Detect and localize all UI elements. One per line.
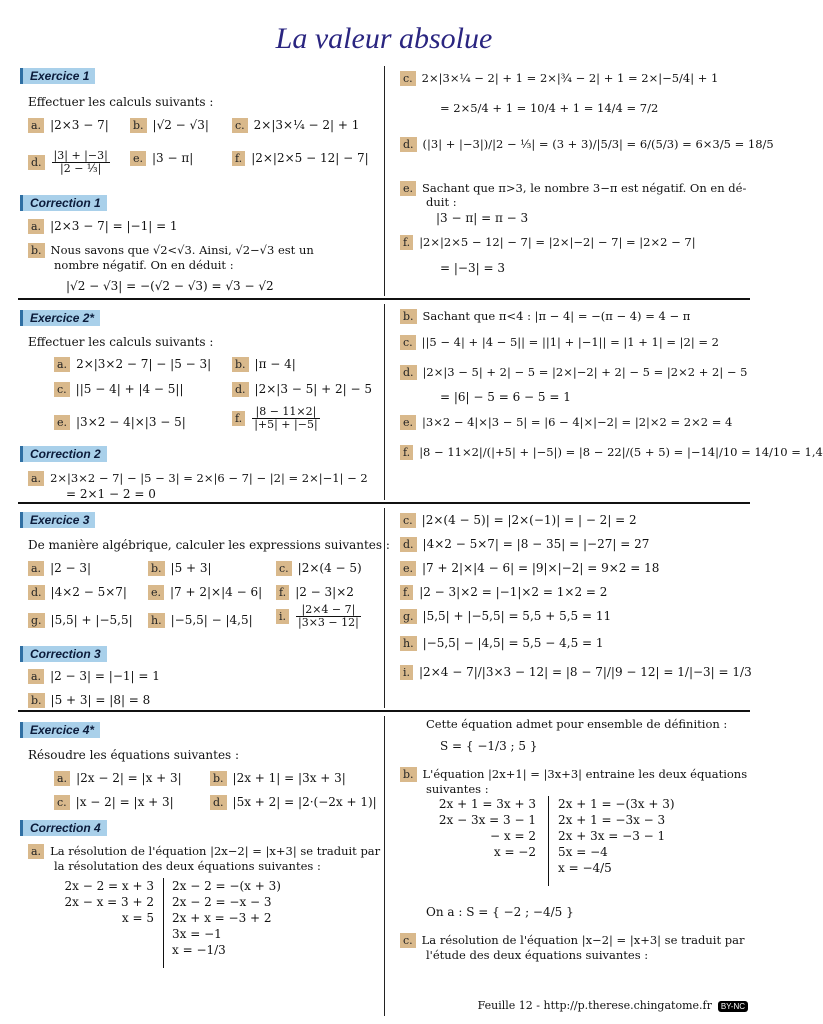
ex1-cor-b: b. Nous savons que √2<√3. Ainsi, √2−√3 est un [28,242,314,258]
ex1-cor-c: c. 2×|3×¼ − 2| + 1 = 2×|¾ − 2| + 1 = 2×|−5/4| + 1 [400,70,718,86]
ex2-cor-d: d. |2×|3 − 5| + 2| − 5 = |2×|−2| + 2| − 5 = |2×2 + 2| − 5 [400,364,747,380]
ex3-cor-f: f. |2 − 3|×2 = |−1|×2 = 1×2 = 2 [400,584,607,600]
ex3-cor-d: d. |4×2 − 5×7| = |8 − 35| = |−27| = 27 [400,536,649,552]
exercise-4-tag: Exercice 4* [20,722,100,738]
ex4-cor-b: b. L'équation |2x+1| = |3x+3| entraine les deux équations [400,766,747,782]
ex1-item-a: a. |2×3 − 7| [28,117,109,133]
exercise-1-intro: Effectuer les calculs suivants : [28,95,214,109]
ex3-cor-e: e. |7 + 2|×|4 − 6| = |9|×|−2| = 9×2 = 18 [400,560,659,576]
footer-text: Feuille 12 - http://p.therese.chingatome.fr [477,999,712,1012]
ex1-cor-c-line2: = 2×5/4 + 1 = 10/4 + 1 = 14/4 = 7/2 [440,101,659,115]
ex2-cor-a: a. 2×|3×2 − 7| − |5 − 3| = 2×|6 − 7| − |2| = 2×|−1| − 2 [28,470,368,486]
ex3-cor-c: c. |2×(4 − 5)| = |2×(−1)| = | − 2| = 2 [400,512,637,528]
ex4-item-a: a. |2x − 2| = |x + 3| [54,770,182,786]
ex4-set-b: On a : S = { −2 ; −4/5 } [426,905,574,919]
ex4-item-d: d. |5x + 2| = |2·(−2x + 1)| [210,794,377,810]
ex4-a-right-system: 2x − 2 = −(x + 3) 2x − 2 = −x − 3 2x + x = −3 + 2 3x = −1 x = −1/3 [172,879,281,957]
section-divider [18,298,750,300]
ex2-cor-e: e. |3×2 − 4|×|3 − 5| = |6 − 4|×|−2| = |2|×2 = 2×2 = 4 [400,414,732,430]
ex3-item-b: b. |5 + 3| [148,560,212,576]
ex4-item-b: b. |2x + 1| = |3x + 3| [210,770,346,786]
ex2-cor-b: b. Sachant que π<4 : |π − 4| = −(π − 4) = 4 − π [400,308,690,324]
ex1-cor-f-line2: = |−3| = 3 [440,261,505,275]
ex3-cor-g: g. |5,5| + |−5,5| = 5,5 + 5,5 = 11 [400,608,611,624]
exercise-4-intro: Résoudre les équations suivantes : [28,748,240,762]
ex1-cor-e-line3: |3 − π| = π − 3 [436,211,529,225]
page-title: La valeur absolue [275,22,493,55]
ex1-cor-d: d. (|3| + |−3|)/|2 − ⅓| = (3 + 3)/|5/3| = 6/(5/3) = 6×3/5 = 18/5 [400,136,774,152]
exercise-1-tag: Exercice 1 [20,68,95,84]
system-separator [548,796,549,886]
ex1-item-f: f. |2×|2×5 − 12| − 7| [232,150,369,166]
section-divider [18,502,750,504]
page-footer [478,999,748,1012]
column-divider [384,304,385,500]
ex2-item-b: b. |π − 4| [232,356,296,372]
ex4-b-right-system: 2x + 1 = −(3x + 3) 2x + 1 = −3x − 3 2x + 3x = −3 − 1 5x = −4 x = −4/5 [558,797,675,875]
ex2-cor-d-line2: = |6| − 5 = 6 − 5 = 1 [440,390,571,404]
ex3-cor-b: b. |5 + 3| = |8| = 8 [28,692,150,708]
ex3-cor-a: a. |2 − 3| = |−1| = 1 [28,668,160,684]
ex3-cor-i: i. |2×4 − 7|/|3×3 − 12| = |8 − 7|/|9 − 12| = 1/|−3| = 1/3 [400,664,752,680]
ex1-cor-a: a. |2×3 − 7| = |−1| = 1 [28,218,178,234]
ex4-cor-a-line2: la résolutation des deux équations suivantes : [54,859,321,873]
ex1-cor-f: f. |2×|2×5 − 12| − 7| = |2×|−2| − 7| = |2×2 − 7| [400,234,696,250]
system-separator [163,878,164,968]
ex3-item-a: a. |2 − 3| [28,560,91,576]
ex3-cor-h: h. |−5,5| − |4,5| = 5,5 − 4,5 = 1 [400,635,604,651]
ex3-item-c: c. |2×(4 − 5) [276,560,362,576]
ex4-a-left-system: 2x − 2 = x + 3 2x − x = 3 + 2 x = 5 [64,879,154,925]
cc-license-badge: BY-NC [718,1001,748,1012]
ex2-item-a: a. 2×|3×2 − 7| − |5 − 3| [54,356,211,372]
ex2-cor-c: c. ||5 − 4| + |4 − 5|| = ||1| + |−1|| = |1 + 1| = |2| = 2 [400,334,719,350]
column-divider [384,716,385,1016]
correction-1-tag: Correction 1 [20,195,107,211]
ex2-item-f: f. $\frac{|8 - 11\times 2|}{|+5| + |-5|}$ [232,406,321,431]
ex4-cor-b-line2: suivantes : [426,782,489,796]
ex2-item-d: d. |2×|3 − 5| + 2| − 5 [232,381,372,397]
ex3-item-h: h. |−5,5| − |4,5| [148,612,253,628]
ex1-cor-b-line2: nombre négatif. On en déduit : [54,258,234,272]
ex2-cor-f: f. |8 − 11×2|/(|+5| + |−5|) = |8 − 22|/(5 + 5) = |−14|/10 = 14/10 = 1,4 [400,444,823,460]
exercise-3-tag: Exercice 3 [20,512,95,528]
ex1-item-c: c. 2×|3×¼ − 2| + 1 [232,117,359,133]
ex4-b-left-system: 2x + 1 = 3x + 3 2x − 3x = 3 − 1 − x = 2 x = −2 [438,797,536,859]
ex3-item-i: i. $\frac{|2\times 4 - 7|}{|3\times 3 - 12|}$ [276,604,362,629]
correction-4-tag: Correction 4 [20,820,107,836]
ex3-item-d: d. |4×2 − 5×7| [28,584,127,600]
ex1-item-b: b. |√2 − √3| [130,117,209,133]
ex4-cor-c-line2: l'étude des deux équations suivantes : [426,948,649,962]
ex1-cor-b-line3: |√2 − √3| = −(√2 − √3) = √3 − √2 [66,279,274,293]
correction-2-tag: Correction 2 [20,446,107,462]
ex3-item-e: e. |7 + 2|×|4 − 6| [148,584,262,600]
exercise-2-tag: Exercice 2* [20,310,100,326]
exercise-2-intro: Effectuer les calculs suivants : [28,335,214,349]
ex4-cor-a: a. La résolution de l'équation |2x−2| = |x+3| se traduit par [28,843,380,859]
ex3-item-f: f. |2 − 3|×2 [276,584,354,600]
ex4-cor-c: c. La résolution de l'équation |x−2| = |x+3| se traduit par [400,932,744,948]
correction-3-tag: Correction 3 [20,646,107,662]
ex1-item-d: d. $\frac{|3| + |-3|}{\text{|2 − ⅓|}}$ [28,150,111,175]
ex4-set-a: S = { −1/3 ; 5 } [440,739,538,753]
ex2-cor-a-line2: = 2×1 − 2 = 0 [66,487,156,501]
ex1-cor-e: e. Sachant que π>3, le nombre 3−π est négatif. On en dé- [400,180,746,196]
ex1-cor-e-line2: duit : [426,195,457,209]
ex2-item-e: e. |3×2 − 4|×|3 − 5| [54,414,186,430]
ex1-item-e: e. |3 − π| [130,150,193,166]
exercise-3-intro: De manière algébrique, calculer les expressions suivantes : [28,538,390,552]
ex3-item-g: g. |5,5| + |−5,5| [28,612,133,628]
column-divider [384,66,385,296]
ex2-item-c: c. ||5 − 4| + |4 − 5|| [54,381,184,397]
ex4-item-c: c. |x − 2| = |x + 3| [54,794,174,810]
section-divider [18,710,750,712]
ex4-set-intro: Cette équation admet pour ensemble de définition : [426,717,728,731]
